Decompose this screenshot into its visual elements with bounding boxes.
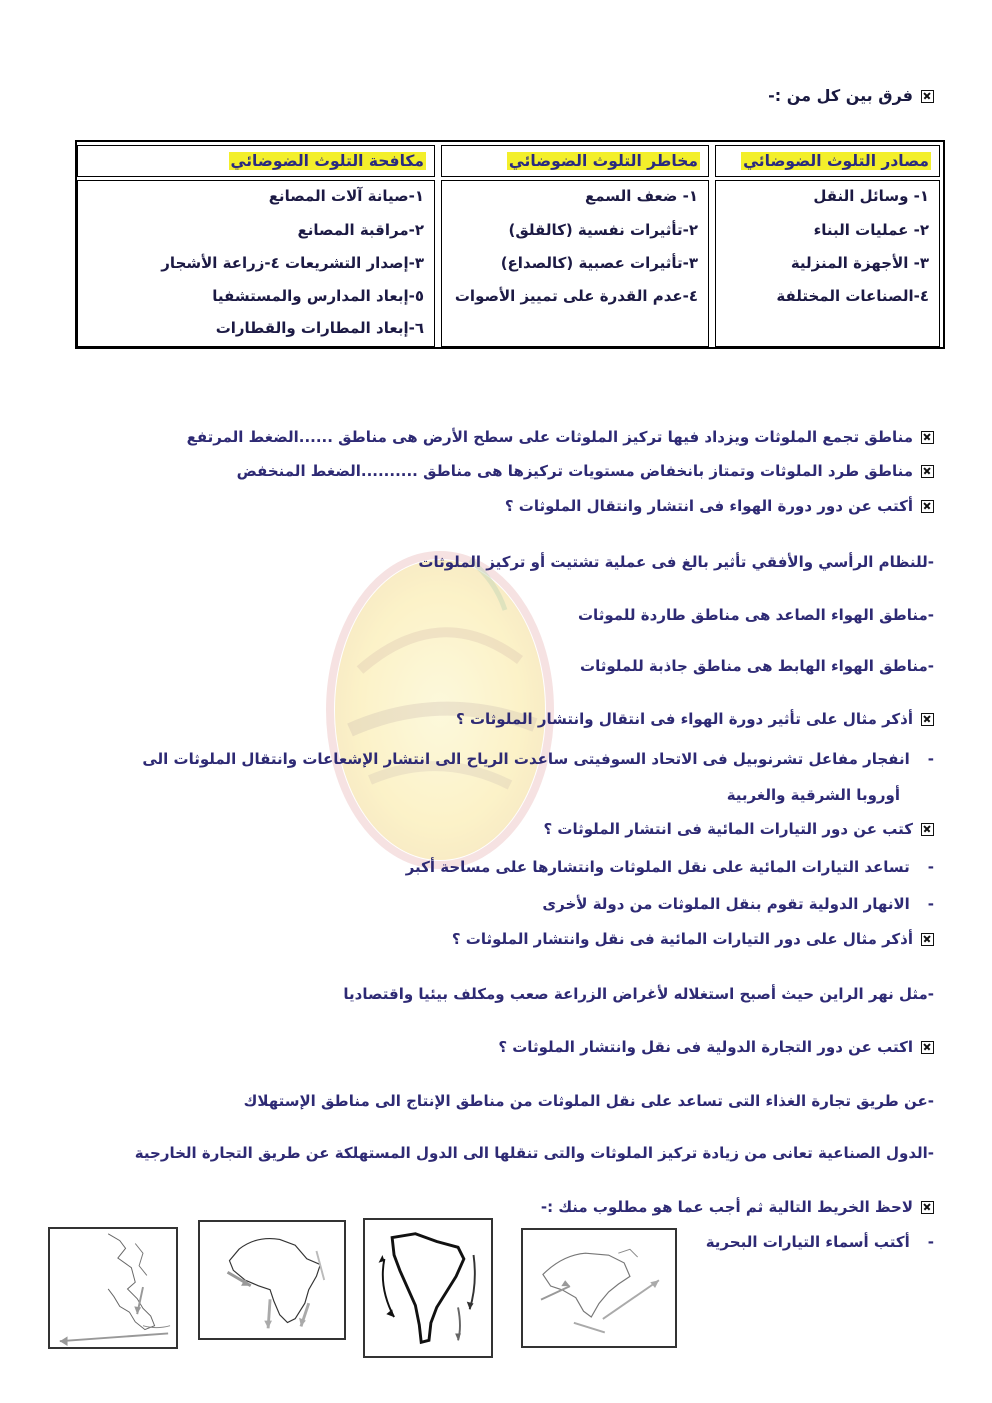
question-line: اكتب عن دور التجارة الدولية فى نقل وانتشار الملوثات ؟ (498, 1038, 934, 1056)
list-item: ٣-تأثيرات عصبية (كالصداع) (500, 254, 698, 272)
table-header-risks: مخاطر التلوث الضوضائي (441, 145, 709, 177)
answer-line-continued: أوروبا الشرقية والغربية (726, 786, 900, 804)
checkbox-x-icon (921, 1201, 934, 1214)
checkbox-x-icon (921, 500, 934, 513)
checkbox-x-icon (921, 713, 934, 726)
map-south-america-currents (363, 1218, 493, 1358)
answer-line: -أكتب أسماء التيارات البحرية (705, 1233, 934, 1251)
table-cell-control (77, 180, 435, 347)
statement-line: مناطق تجمع الملوثات ويزداد فيها تركيز الملوثات على سطح الأرض هى مناطق ......الضغط المرتفع (187, 428, 934, 446)
table-header-sources: مصادر التلوث الضوضائي (715, 145, 940, 177)
map-asia-currents (48, 1227, 178, 1349)
section-title: فرق بين كل من :- (768, 86, 934, 105)
checkbox-x-icon (921, 90, 934, 103)
checkbox-x-icon (921, 465, 934, 478)
question-line: أذكر مثال على تأثير دورة الهواء فى انتقال وانتشار الملوثات ؟ (456, 710, 934, 728)
list-item: ٤-الصناعات المختلفة (776, 287, 929, 305)
list-item: ٤-عدم القدرة على تمييز الأصوات (454, 287, 698, 305)
checkbox-x-icon (921, 1041, 934, 1054)
question-line: أكتب عن دور دورة الهواء فى انتشار وانتقال الملوثات ؟ (505, 497, 934, 515)
logo-seal (320, 540, 560, 870)
list-item: ٣- الأجهزة المنزلية (790, 254, 929, 272)
list-item: ١- وسائل النقل (813, 187, 929, 205)
list-item: ٢-تأثيرات نفسية (كالقلق) (508, 221, 698, 239)
answer-line: -الدول الصناعية تعانى من زيادة تركيز الملوثات والتى تنقلها الى الدول المستهلكة عن طريق التجارة الخارجية (134, 1144, 934, 1162)
checkbox-x-icon (921, 823, 934, 836)
statement-line: مناطق طرد الملوثات وتمتاز بانخفاض مستويات تركيزها هى مناطق ..........الضغط المنخفض (237, 462, 934, 480)
table-cell-sources (715, 180, 940, 347)
list-item: ٦-إبعاد المطارات والقطارات (215, 319, 424, 337)
table-cell-risks (441, 180, 709, 347)
answer-line: -للنظام الرأسي والأفقي تأثير بالغ فى عملية تشتيت أو تركيز الملوثات (418, 553, 934, 571)
question-line: أذكر مثال على دور التيارات المائية فى نقل وانتشار الملوثات ؟ (452, 930, 934, 948)
map-africa-currents (198, 1220, 346, 1340)
noise-pollution-table (75, 140, 945, 349)
answer-line: -تساعد التيارات المائية على نقل الملوثات وانتشارها على مساحة أكبر (405, 858, 934, 876)
list-item: ٢-مراقبة المصانع (297, 221, 424, 239)
map-north-america-currents (521, 1228, 677, 1348)
list-item: ٣-إصدار التشريعات ٤-زراعة الأشجار (161, 254, 424, 272)
list-item: ١-صيانة آلات المصانع (268, 187, 424, 205)
question-line: كتب عن دور التيارات المائية فى انتشار الملوثات ؟ (543, 820, 934, 838)
answer-line: -عن طريق تجارة الغذاء التى تساعد على نقل الملوثات من مناطق الإنتاج الى مناطق الإستهلاك (243, 1092, 934, 1110)
table-header-control: مكافحة التلوث الضوضائي (77, 145, 435, 177)
answer-line: -مناطق الهواء الهابط هى مناطق جاذبة للملوثات (580, 657, 934, 675)
question-line: لاحظ الخريط التالية ثم أجب عما هو مطلوب منك :- (541, 1198, 934, 1216)
checkbox-x-icon (921, 431, 934, 444)
answer-line: -مناطق الهواء الصاعد هى مناطق طاردة للموثات (577, 606, 934, 624)
list-item: ١- ضعف السمع (585, 187, 698, 205)
list-item: ٥-إبعاد المدارس والمستشفيا (212, 287, 424, 305)
list-item: ٢- عمليات البناء (813, 221, 929, 239)
checkbox-x-icon (921, 933, 934, 946)
answer-line: -انفجار مفاعل تشرنوبيل فى الاتحاد السوفيتى ساعدت الرياح الى انتشار الإشعاعات وانتقال الملوثات الى (142, 750, 934, 768)
answer-line: -مثل نهر الراين حيث أصبح استغلاله لأغراض الزراعة صعب ومكلف بيئيا واقتصاديا (343, 985, 934, 1003)
answer-line: -الانهار الدولية تقوم بنقل الملوثات من دولة لأخرى (542, 895, 934, 913)
